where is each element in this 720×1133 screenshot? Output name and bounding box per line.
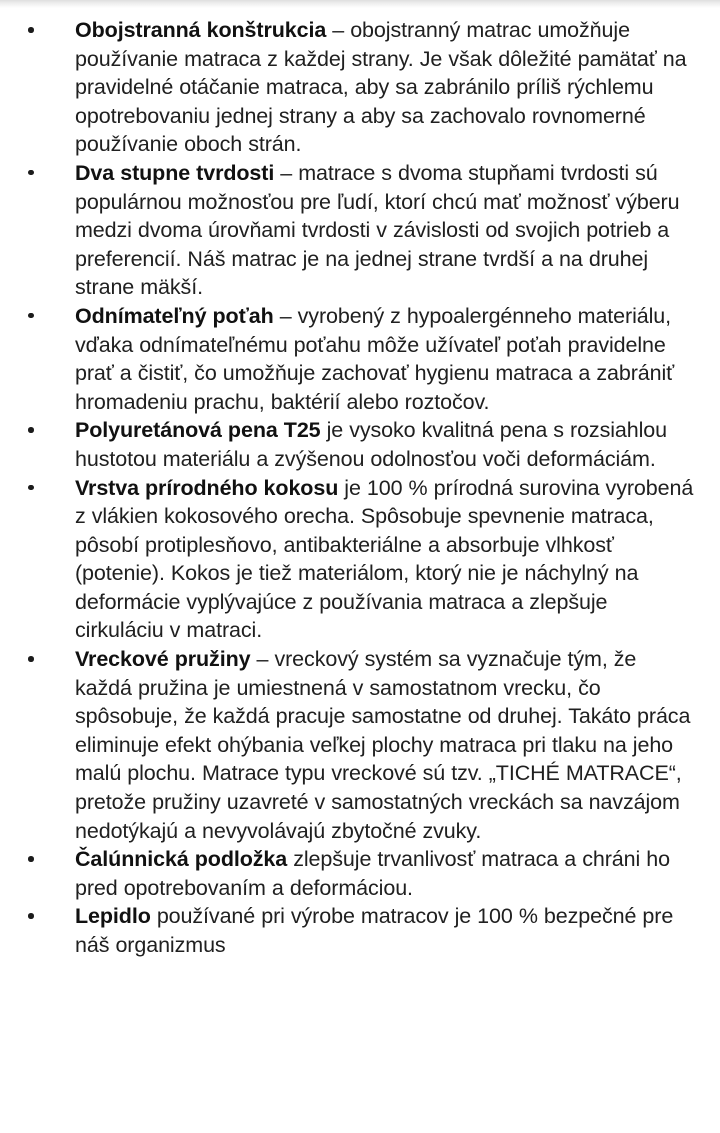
bullet-icon — [28, 427, 34, 433]
list-item — [0, 845, 720, 902]
list-item — [0, 302, 720, 416]
feature-description: je vysoko kvalitná pena s rozsiahlou hustotou materiálu a zvýšenou odolnosťou voči deformáciám. — [75, 418, 668, 471]
bullet-icon — [28, 27, 34, 33]
feature-term: Odnímateľný poťah — [75, 303, 274, 328]
feature-description: je 100 % prírodná surovina vyrobená z vlákien kokosového orecha. Spôsobuje spevnenie matraca, pôsobí protiplesňovo, antibakteriálne a absorbuje vlhkosť (potenie). Kokos je tiež materiálom, ktorý nie je náchylný na deformácie vyplývajúce z používania matraca a zlepšuje cirkuláciu v matraci. — [75, 475, 694, 643]
feature-term: Dva stupne tvrdosti — [75, 160, 275, 185]
feature-term: Vrstva prírodného kokosu — [75, 475, 339, 500]
feature-term: Obojstranná konštrukcia — [75, 18, 327, 42]
list-item — [0, 645, 720, 845]
bullet-icon — [28, 656, 34, 662]
list-item — [0, 159, 720, 302]
list-item — [0, 902, 720, 959]
bullet-icon — [28, 170, 34, 176]
feature-description: používané pri výrobe matracov je 100 % bezpečné pre náš organizmus — [75, 904, 674, 957]
list-item — [0, 16, 720, 159]
feature-description: – obojstranný matrac umožňuje používanie matraca z každej strany. Je však dôležité pamätať na pravidelné otáčanie matraca, aby sa zabránilo príliš rýchlemu opotrebovaniu jednej strany a aby sa zachovalo rovnomerné používanie oboch strán. — [75, 18, 687, 157]
feature-term: Lepidlo — [75, 904, 151, 929]
feature-description: – vyrobený z hypoalergénneho materiálu, vďaka odnímateľnému poťahu môže užívateľ poťah pravidelne prať a čistiť, čo umožňuje zachovať hygienu matraca a zabrániť hromadeniu prachu, baktérií alebo roztočov. — [75, 303, 675, 414]
bullet-icon — [28, 856, 34, 862]
bullet-icon — [28, 913, 34, 919]
list-item — [0, 416, 720, 473]
list-item — [0, 474, 720, 646]
feature-description: – vreckový systém sa vyznačuje tým, že každá pružina je umiestnená v samostatnom vrecku, čo spôsobuje, že každá pracuje samostatne od druhej. Takáto práca eliminuje efekt ohýbania veľkej plochy matraca pri tlaku na jeho malú plochu. Matrace typu vreckové sú tzv. „TICHÉ MATRACE“, pretože pružiny uzavreté v samostatných vreckách sa navzájom nedotýkajú a nevyvolávajú zbytočné zvuky. — [75, 647, 691, 843]
feature-term: Vreckové pružiny — [75, 647, 251, 672]
bullet-icon — [28, 313, 34, 319]
feature-description: zlepšuje trvanlivosť matraca a chráni ho pred opotrebovaním a deformáciou. — [75, 847, 670, 900]
feature-description: – matrace s dvoma stupňami tvrdosti sú populárnou možnosťou pre ľudí, ktorí chcú mať možnosť výberu medzi dvoma úrovňami tvrdosti v závislosti od svojich potrieb a preferencií. Náš matrac je na jednej strane tvrdší a na druhej strane mäkší. — [75, 160, 680, 300]
feature-term: Polyuretánová pena T25 — [75, 418, 321, 443]
feature-term: Čalúnnická podložka — [75, 847, 288, 872]
bullet-icon — [28, 485, 34, 491]
